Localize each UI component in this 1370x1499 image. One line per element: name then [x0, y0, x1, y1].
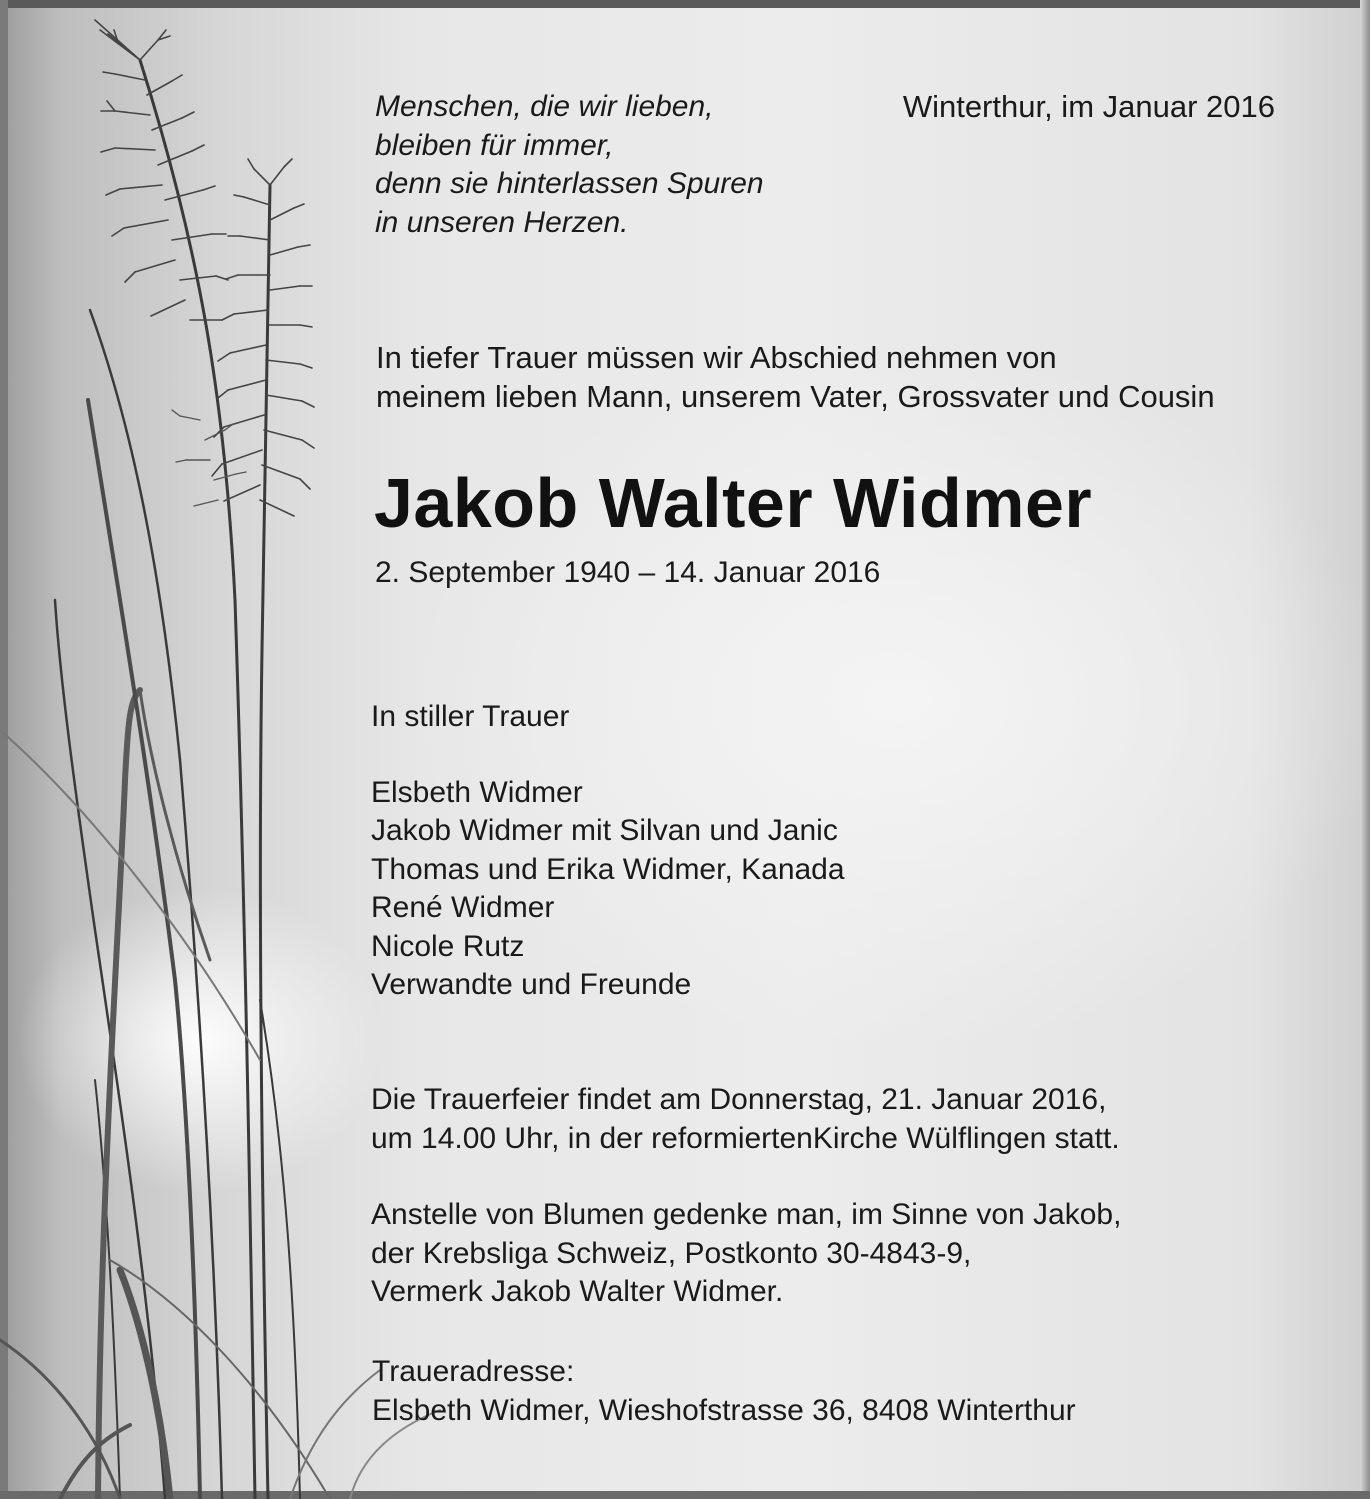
mourner-name: René Widmer: [371, 891, 555, 925]
donation-line: Anstelle von Blumen gedenke man, im Sinne von Jakob,: [371, 1198, 1122, 1231]
mourner-name: Nicole Rutz: [371, 929, 525, 963]
memorial-quote: [375, 88, 764, 242]
frame-border-right: [1360, 0, 1370, 1499]
intro-line: In tiefer Trauer müssen wir Abschied nehmen von: [376, 340, 1057, 375]
address-line: Elsbeth Widmer, Wieshofstrasse 36, 8408 Winterthur: [372, 1393, 1076, 1427]
service-line: um 14.00 Uhr, in der reformiertenKirche Wülflingen statt.: [371, 1121, 1120, 1155]
address-label: Traueradresse:: [372, 1355, 575, 1388]
mourner-name: Elsbeth Widmer: [371, 776, 583, 809]
mourners-heading: In stiller Trauer: [371, 700, 570, 733]
announcement-intro: [376, 339, 1215, 416]
funeral-service-info: [371, 1081, 1120, 1158]
quote-line: Menschen, die wir lieben,: [375, 90, 714, 123]
donation-info: [371, 1196, 1121, 1312]
donation-line: Vermerk Jakob Walter Widmer.: [371, 1275, 784, 1308]
place-and-date: Winterthur, im Januar 2016: [902, 89, 1275, 124]
quote-line: in unseren Herzen.: [375, 205, 629, 239]
mourner-name: Jakob Widmer mit Silvan und Janic: [371, 814, 838, 848]
donation-line: der Krebsliga Schweiz, Postkonto 30-4843-9,: [371, 1236, 972, 1270]
mourner-name: Verwandte und Freunde: [371, 967, 692, 1001]
quote-line: denn sie hinterlassen Spuren: [375, 167, 764, 200]
mourners-list: [371, 774, 845, 1004]
intro-line: meinem lieben Mann, unserem Vater, Grossvater und Cousin: [376, 378, 1215, 414]
service-line: Die Trauerfeier findet am Donnerstag, 21. Januar 2016,: [371, 1083, 1107, 1116]
deceased-name: Jakob Walter Widmer: [374, 464, 1093, 542]
mourning-address: [372, 1353, 1076, 1430]
mourner-name: Thomas und Erika Widmer, Kanada: [371, 852, 845, 886]
quote-line: bleiben für immer,: [375, 128, 614, 162]
life-dates: 2. September 1940 – 14. Januar 2016: [375, 556, 881, 589]
